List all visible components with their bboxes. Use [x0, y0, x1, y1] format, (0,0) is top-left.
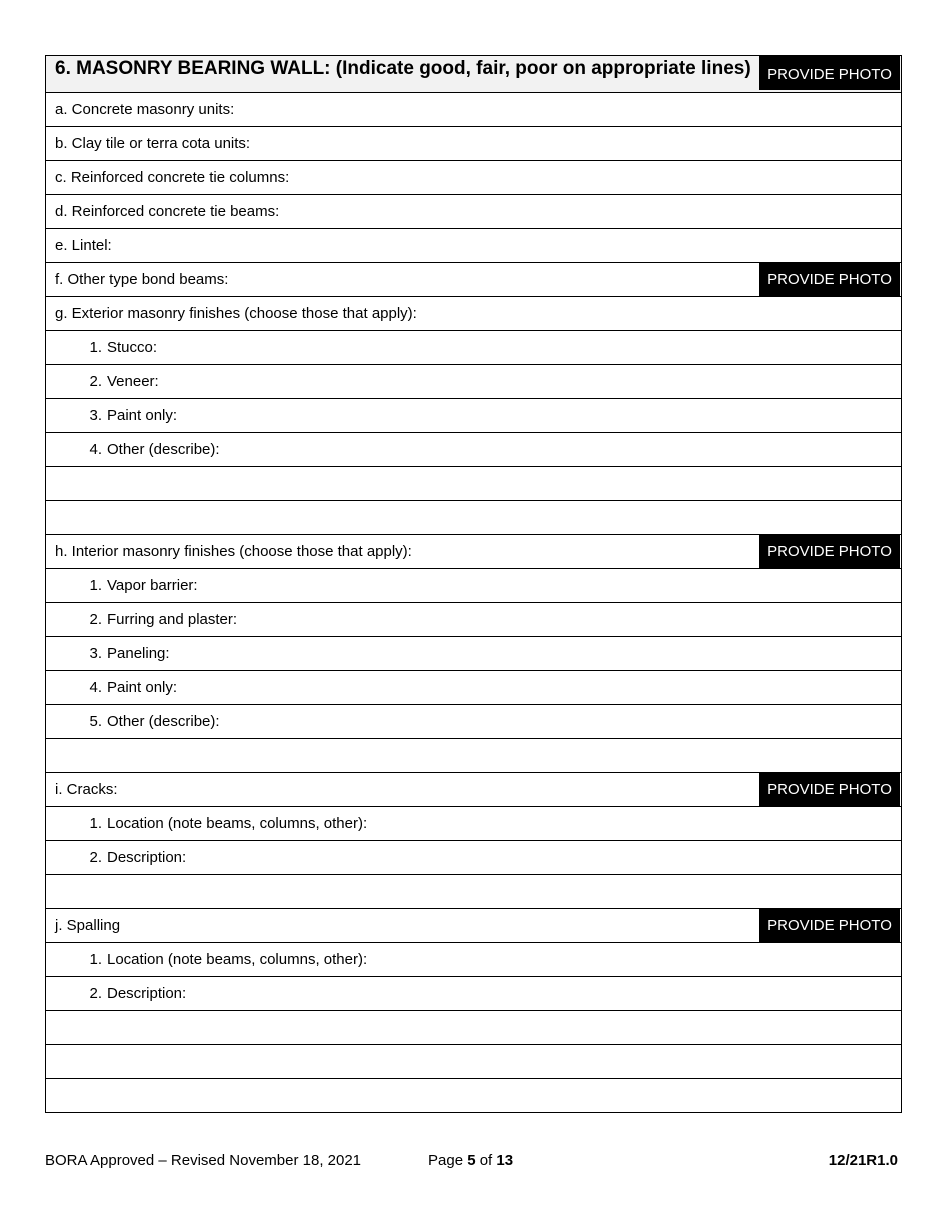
masonry-bearing-wall-form	[45, 55, 902, 1113]
item-number: 1.	[89, 951, 102, 968]
blank-line[interactable]	[46, 1044, 901, 1078]
provide-photo-button[interactable]: PROVIDE PHOTO	[759, 535, 900, 568]
page-total: 13	[496, 1152, 514, 1169]
row-label: c. Reinforced concrete tie columns:	[55, 169, 290, 186]
provide-photo-button[interactable]: PROVIDE PHOTO	[759, 909, 900, 942]
form-row-d[interactable]	[46, 194, 901, 228]
item-number: 2.	[89, 849, 102, 866]
form-row-j[interactable]	[46, 908, 901, 942]
page-prefix: Page	[428, 1152, 468, 1169]
form-row-i1[interactable]	[46, 806, 901, 840]
item-number: 4.	[89, 441, 102, 458]
item-label: Stucco:	[107, 339, 158, 356]
item-number: 2.	[89, 373, 102, 390]
form-row-h1[interactable]	[46, 568, 901, 602]
form-row-h5[interactable]	[46, 704, 901, 738]
item-number: 3.	[89, 407, 102, 424]
provide-photo-button[interactable]: PROVIDE PHOTO	[759, 263, 900, 296]
form-row-j2[interactable]	[46, 976, 901, 1010]
page-of: of	[475, 1152, 497, 1169]
form-row-i[interactable]	[46, 772, 901, 806]
form-row-i2[interactable]	[46, 840, 901, 874]
item-label: Vapor barrier:	[107, 577, 198, 594]
blank-line[interactable]	[46, 1010, 901, 1044]
form-row-g[interactable]	[46, 296, 901, 330]
form-row-e[interactable]	[46, 228, 901, 262]
row-label: d. Reinforced concrete tie beams:	[55, 203, 280, 220]
row-label: f. Other type bond beams:	[55, 271, 229, 288]
form-row-h4[interactable]	[46, 670, 901, 704]
section-header-row	[46, 56, 901, 92]
item-number: 4.	[89, 679, 102, 696]
provide-photo-button[interactable]: PROVIDE PHOTO	[759, 773, 900, 806]
item-label: Description:	[107, 849, 187, 866]
row-label: j. Spalling	[55, 917, 121, 934]
form-row-h[interactable]	[46, 534, 901, 568]
item-label: Veneer:	[107, 373, 159, 390]
row-label: i. Cracks:	[55, 781, 118, 798]
form-row-c[interactable]	[46, 160, 901, 194]
blank-line[interactable]	[46, 874, 901, 908]
form-row-f[interactable]	[46, 262, 901, 296]
form-row-b[interactable]	[46, 126, 901, 160]
row-label: h. Interior masonry finishes (choose those that apply):	[55, 543, 412, 560]
item-label: Other (describe):	[107, 713, 220, 730]
row-label: b. Clay tile or terra cota units:	[55, 135, 251, 152]
item-number: 3.	[89, 645, 102, 662]
item-label: Description:	[107, 985, 187, 1002]
form-row-j1[interactable]	[46, 942, 901, 976]
form-row-g1[interactable]	[46, 330, 901, 364]
item-number: 1.	[89, 815, 102, 832]
form-row-h2[interactable]	[46, 602, 901, 636]
item-label: Paneling:	[107, 645, 170, 662]
page-footer	[45, 1152, 900, 1174]
blank-line[interactable]	[46, 466, 901, 500]
revision-code: 12/21R1.0	[828, 1152, 898, 1169]
page-current: 5	[467, 1152, 476, 1169]
item-label: Furring and plaster:	[107, 611, 238, 628]
item-number: 2.	[89, 611, 102, 628]
row-label: a. Concrete masonry units:	[55, 101, 235, 118]
row-label: g. Exterior masonry finishes (choose those that apply):	[55, 305, 417, 322]
form-row-g3[interactable]	[46, 398, 901, 432]
page-number	[428, 1152, 513, 1169]
blank-line[interactable]	[46, 738, 901, 772]
footer-approval-text: BORA Approved – Revised November 18, 2021	[45, 1152, 362, 1169]
item-label: Paint only:	[107, 407, 178, 424]
item-number: 5.	[89, 713, 102, 730]
item-label: Paint only:	[107, 679, 178, 696]
provide-photo-button[interactable]: PROVIDE PHOTO	[759, 56, 900, 90]
section-title: 6. MASONRY BEARING WALL: (Indicate good, fair, poor on appropriate lines)	[55, 58, 751, 79]
row-label: e. Lintel:	[55, 237, 112, 254]
item-label: Location (note beams, columns, other):	[107, 815, 368, 832]
item-number: 2.	[89, 985, 102, 1002]
item-number: 1.	[89, 339, 102, 356]
form-row-a[interactable]	[46, 92, 901, 126]
item-label: Location (note beams, columns, other):	[107, 951, 368, 968]
form-row-g4[interactable]	[46, 432, 901, 466]
form-row-h3[interactable]	[46, 636, 901, 670]
item-number: 1.	[89, 577, 102, 594]
blank-line[interactable]	[46, 500, 901, 534]
form-row-g2[interactable]	[46, 364, 901, 398]
item-label: Other (describe):	[107, 441, 220, 458]
blank-line[interactable]	[46, 1078, 901, 1112]
